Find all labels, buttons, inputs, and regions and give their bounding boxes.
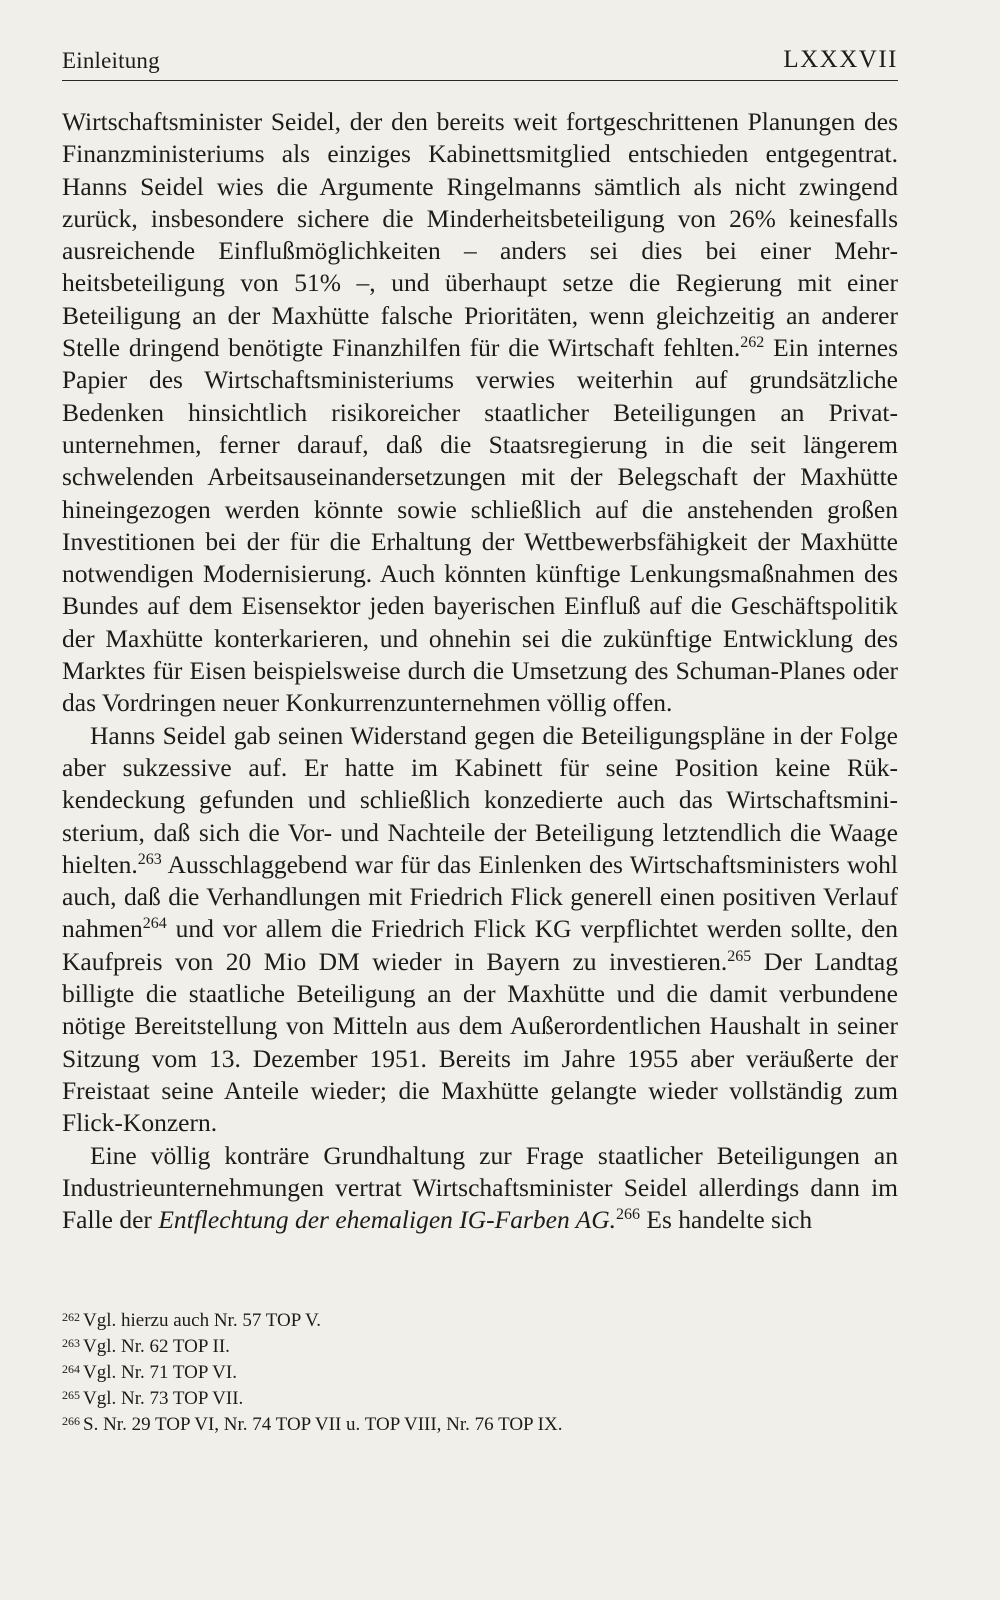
paragraph-text: Ein internes Papier des Wirtschaftsministeriums verwies weiterhin auf grundsätzliche Bedenken hinsichtlich risikoreicher staatlicher Beteiligungen an Privatunternehmen, ferner darauf, daß die Staatsregierung in die seit längerem schwelenden Arbeitsauseinandersetzungen mit der Belegschaft der Maxhütte hineingezogen werden könnte sowie schließlich auf die anstehenden großen Investitionen bei der für die Erhaltung der Wettbewerbsfähigkeit der Maxhütte notwendigen Modernisierung. Auch könnten künftige Lenkungsmaßnahmen des Bundes auf dem Eisensektor jeden bayerischen Einfluß auf die Geschäftspolitik der Maxhütte konterkarieren, und ohnehin sei die zukünftige Entwicklung des Marktes für Eisen beispielsweise durch die Umsetzung des Schuman-Planes oder das Vordringen neuer Konkurrenzunternehmen völlig offen. bbox=[62, 333, 898, 718]
footnote-reference[interactable]: 266 bbox=[616, 1206, 641, 1224]
running-header bbox=[62, 46, 898, 82]
paragraph-text: Eine völlig konträre Grundhaltung zur Frage staatlicher Beteiligungen an Industrieunternehmungen vertrat Wirtschaftsminister Seidel allerdings dann im Falle der bbox=[62, 1140, 898, 1235]
body-text bbox=[62, 106, 898, 1236]
footnote-reference[interactable]: 264 bbox=[142, 915, 167, 933]
paragraph-text: und vor allem die Friedrich Flick KG verpflichtet werden sollte, den Kaufpreis von 20 Mio DM wieder in Bayern zu investieren. bbox=[62, 914, 898, 976]
footnote-262 bbox=[62, 1306, 898, 1332]
footnote-text: Vgl. hierzu auch Nr. 57 TOP V. bbox=[83, 1310, 322, 1331]
footnote-text: Vgl. Nr. 71 TOP VI. bbox=[83, 1362, 237, 1383]
paragraph-3 bbox=[62, 1140, 898, 1237]
footnote-number: 262 bbox=[62, 1310, 80, 1324]
footnote-reference[interactable]: 265 bbox=[727, 947, 752, 965]
paragraph-text: Ausschlaggebend war für das Einlenken des Wirtschaftsministers wohl auch, daß die Verhandlungen mit Friedrich Flick generell einen positiven Verlauf nahmen bbox=[62, 849, 898, 944]
footnote-266 bbox=[62, 1410, 898, 1436]
footnote-number: 265 bbox=[62, 1388, 80, 1402]
paragraph-text: Hanns Seidel gab seinen Widerstand gegen die Beteiligungspläne in der Folge aber sukzessive auf. Er hatte im Kabinett für seine Position keine Rükkendeckung gefunden und schließlich konzedierte auch das Wirtschaftsministerium, daß sich die Vor- und Nachteile der Beteiligung letztendlich die Waage hielten. bbox=[62, 720, 898, 879]
section-title: Einleitung bbox=[62, 48, 160, 73]
paragraph-text: Der Landtag billigte die staatliche Beteiligung an der Maxhütte und die damit verbundene nötige Bereitstellung von Mitteln aus dem Außerordentlichen Haushalt in seiner Sitzung vom 13. Dezember 1951. Bereits im Jahre 1955 aber veräußerte der Freistaat seine Anteile wieder; die Maxhütte gelangte wieder vollständig zum Flick-Konzern. bbox=[62, 946, 898, 1138]
header-rule bbox=[62, 80, 898, 81]
paragraph-2 bbox=[62, 720, 898, 1140]
footnote-text: Vgl. Nr. 62 TOP II. bbox=[83, 1336, 230, 1357]
footnote-number: 264 bbox=[62, 1362, 80, 1376]
footnotes bbox=[62, 1306, 898, 1436]
footnote-264 bbox=[62, 1358, 898, 1384]
footnote-263 bbox=[62, 1332, 898, 1358]
footnote-reference[interactable]: 262 bbox=[740, 334, 765, 352]
footnote-number: 263 bbox=[62, 1336, 80, 1350]
footnote-number: 266 bbox=[62, 1414, 80, 1428]
footnote-text: Vgl. Nr. 73 TOP VII. bbox=[83, 1388, 244, 1409]
paragraph-1 bbox=[62, 106, 898, 720]
paragraph-text: Wirtschaftsminister Seidel, der den bereits weit fortgeschrittenen Planungen des Finanzministeriums als einziges Kabinettsmitglied entschieden entgegentrat. Hanns Seidel wies die Argumente Ringelmanns sämtlich als nicht zwingend zurück, insbesondere sichere die Minderheitsbeteiligung von 26% keinesfalls ausreichende Einflußmöglichkeiten – anders sei dies bei einer Mehrheitsbeteiligung von 51% –, und überhaupt setze die Regierung mit einer Beteiligung an der Maxhütte falsche Prioritäten, wenn gleichzeitig an anderer Stelle dringend benötigte Finanzhilfen für die Wirtschaft fehlten. bbox=[62, 107, 898, 363]
footnote-265 bbox=[62, 1384, 898, 1410]
page-number: LXXXVII bbox=[783, 46, 898, 73]
emphasized-text: Entflechtung der ehemaligen IG-Farben AG. bbox=[158, 1205, 617, 1235]
footnote-text: S. Nr. 29 TOP VI, Nr. 74 TOP VII u. TOP VIII, Nr. 76 TOP IX. bbox=[83, 1414, 563, 1435]
footnote-reference[interactable]: 263 bbox=[137, 850, 162, 868]
paragraph-text: Es handelte sich bbox=[640, 1205, 813, 1235]
